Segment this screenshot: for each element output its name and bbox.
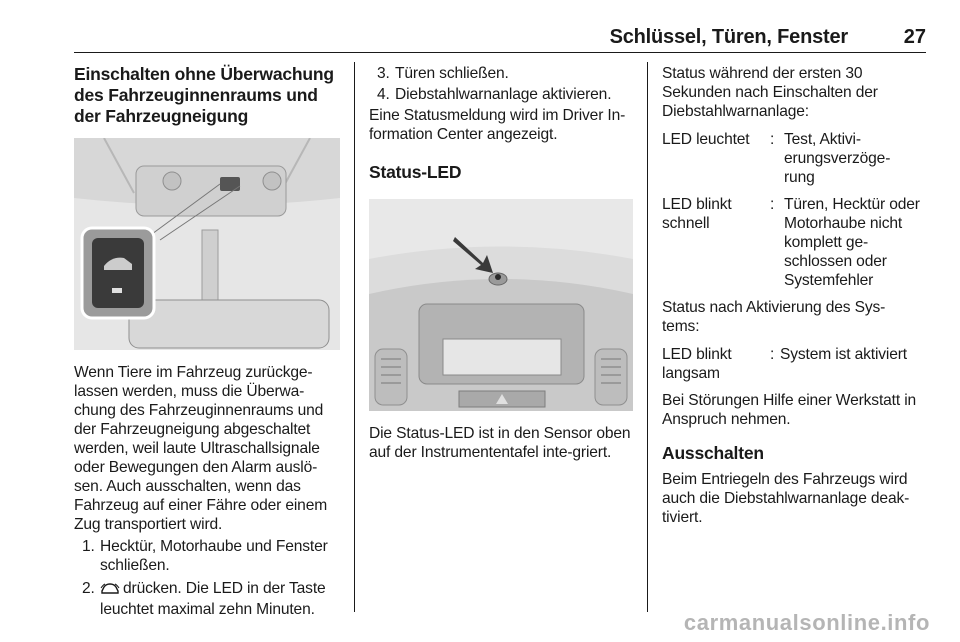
step-1 [74, 537, 342, 575]
column-1 [74, 64, 342, 623]
status-row [662, 345, 928, 383]
status-value: Türen, Hecktür oder Motorhaube nicht komplett ge-schlossen oder Systemfehler [784, 196, 920, 289]
status-label: LED blinkt schnell [662, 196, 732, 232]
status-intro: Status während der ersten 30 Sekunden nach Einschalten der Diebstahlwarnanlage: [662, 65, 878, 120]
column-2 [369, 64, 635, 462]
step-number: 3. [377, 65, 390, 82]
step-number: 4. [377, 86, 390, 103]
step-number: 2. [82, 580, 95, 597]
watermark: carmanualsonline.info [683, 610, 930, 635]
body-text-animals: Wenn Tiere im Fahrzeug zurückge-lassen werden, muss die Überwa-chung des Fahrzeuginnenraums und der Fahrzeugneigung abgeschaltet werden, weil laute Ultraschallsignale oder Bewegungen den Alarm auslö-sen. Auch ausschalten, wenn das Fahrzeug auf einer Fähre oder einem Zug transportiert wird. [74, 364, 328, 533]
status-separator: : [770, 131, 775, 148]
status-led-caption: Die Status-LED ist in den Sensor oben auf der Instrumententafel inte-griert. [369, 425, 631, 461]
status-row [662, 195, 928, 290]
step-3 [369, 64, 635, 83]
step-2 [74, 579, 342, 619]
status-message-info: Eine Statusmeldung wird im Driver In-formation Center angezeigt. [369, 107, 626, 143]
instrument-panel-sensor-figure [369, 199, 633, 411]
status-value: Test, Aktivi-erungsverzöge-rung [784, 131, 891, 186]
step-4 [369, 85, 635, 104]
status-row [662, 130, 928, 187]
page-header [74, 26, 926, 53]
chapter-title: Schlüssel, Türen, Fenster [609, 26, 848, 48]
section-heading-no-monitoring: Einschalten ohne Überwachung des Fahrzeuginnenraums und der Fahrzeugneigung [74, 64, 334, 126]
page-number: 27 [903, 26, 926, 48]
ausschalten-text: Beim Entriegeln des Fahrzeugs wird auch die Diebstahlwarnanlage deak-tiviert. [662, 471, 910, 526]
status-label: LED leuchtet [662, 131, 750, 148]
column-divider-2 [647, 62, 648, 612]
status-separator: : [770, 346, 775, 363]
status-label: LED blinkt langsam [662, 346, 732, 382]
status-table-first [662, 130, 928, 290]
dashboard-illustration [369, 199, 633, 411]
interior-mirror-sensor-figure [74, 138, 340, 350]
column-divider-1 [354, 62, 355, 612]
mirror-illustration [74, 138, 340, 350]
step-text: Hecktür, Motorhaube und Fenster schließen. [100, 538, 328, 574]
section-heading-ausschalten: Ausschalten [662, 443, 764, 463]
step-text: drücken. Die LED in der Taste leuchtet maximal zehn Minuten. [100, 580, 326, 618]
status-value: System ist aktiviert [780, 346, 907, 363]
step-text: Diebstahlwarnanlage aktivieren. [395, 86, 612, 103]
step-number: 1. [82, 538, 95, 555]
after-activation-text: Status nach Aktivierung des Sys-tems: [662, 299, 886, 335]
status-table-after [662, 345, 928, 383]
column-3 [662, 64, 928, 527]
section-heading-status-led: Status-LED [369, 162, 462, 182]
car-alarm-icon [100, 581, 120, 600]
status-separator: : [770, 196, 775, 213]
fault-text: Bei Störungen Hilfe einer Werkstatt in Anspruch nehmen. [662, 392, 917, 428]
step-text: Türen schließen. [395, 65, 509, 82]
